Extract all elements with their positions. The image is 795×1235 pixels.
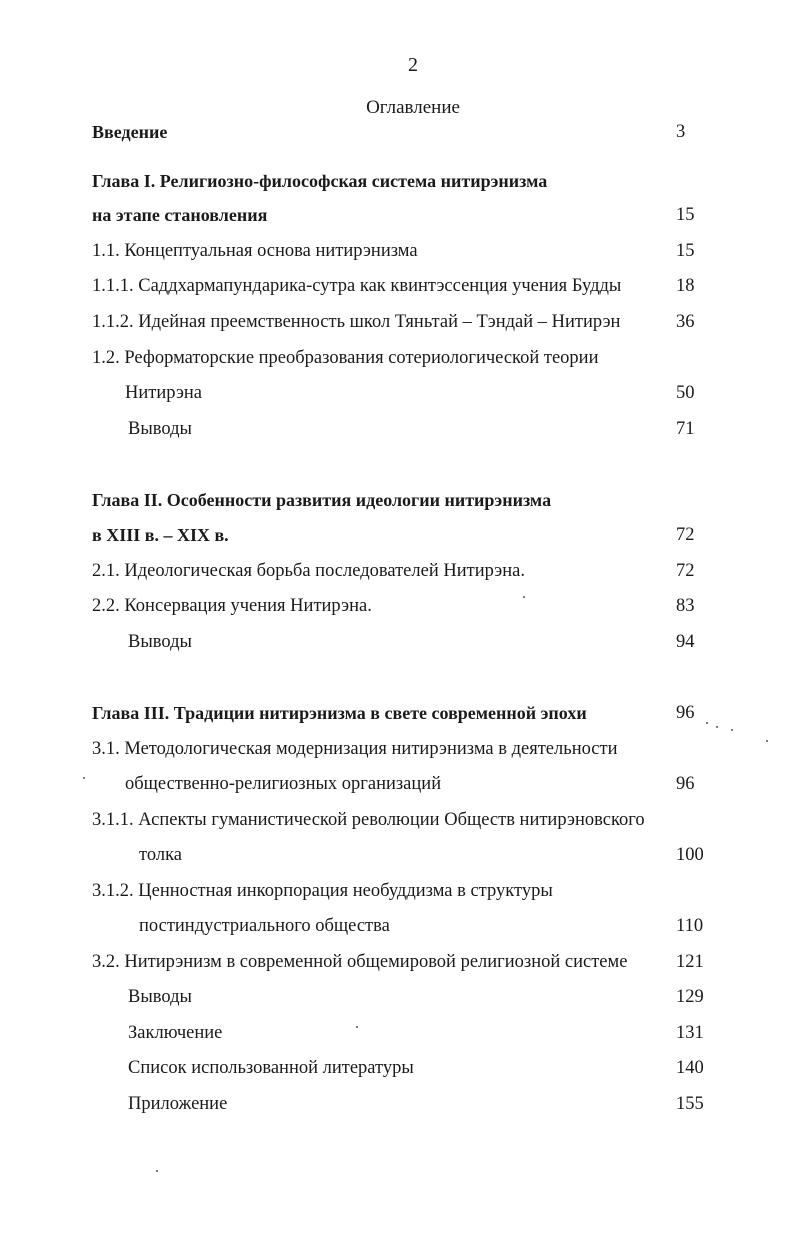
toc-2-conclusions-page: 94 (676, 632, 695, 652)
page-number: 2 (408, 54, 418, 76)
scan-speck (731, 729, 733, 731)
scan-speck (356, 1026, 358, 1028)
toc-introduction-page: 3 (676, 122, 686, 142)
chapter-3-page: 96 (676, 703, 695, 723)
toc-1-conclusions: Выводы (128, 419, 192, 439)
scan-speck (156, 1170, 158, 1172)
scan-speck (716, 726, 718, 728)
toc-3-conclusions: Выводы (128, 987, 192, 1007)
scan-speck (706, 722, 708, 724)
chapter-1-page: 15 (676, 205, 695, 225)
toc-3-1-page: 96 (676, 774, 695, 794)
scan-speck (83, 777, 85, 779)
toc-2-2-page: 83 (676, 596, 695, 616)
toc-3-1-line2: общественно-религиозных организаций (125, 774, 442, 794)
toc-1-2-page: 50 (676, 383, 695, 403)
scan-speck (766, 740, 768, 742)
toc-appendix: Приложение (128, 1094, 228, 1114)
toc-3-1-1-page: 100 (676, 845, 704, 865)
toc-3-1-2-line2: постиндустриального общества (139, 916, 390, 936)
chapter-2-page: 72 (676, 525, 695, 545)
toc-3-1-2-line1: 3.1.2. Ценностная инкорпорация необуддизма в структуры (92, 881, 553, 901)
toc-1-conclusions-page: 71 (676, 419, 695, 439)
chapter-2-heading-line1: Глава II. Особенности развития идеологии нитирэнизма (92, 490, 552, 510)
toc-1-1-1-page: 18 (676, 276, 695, 296)
toc-1-1-2-page: 36 (676, 312, 695, 332)
chapter-1-heading-line1: Глава I. Религиозно-философская система нитирэнизма (92, 171, 548, 191)
toc-3-conclusions-page: 129 (676, 987, 704, 1007)
chapter-3-heading: Глава III. Традиции нитирэнизма в свете современной эпохи (92, 703, 587, 723)
toc-bibliography-page: 140 (676, 1058, 704, 1078)
toc-1-2-line1: 1.2. Реформаторские преобразования сотериологической теории (92, 348, 599, 368)
chapter-1-heading-line2: на этапе становления (92, 205, 268, 225)
toc-bibliography: Список использованной литературы (128, 1058, 414, 1078)
toc-conclusion: Заключение (128, 1023, 223, 1043)
toc-2-2: 2.2. Консервация учения Нитирэна. (92, 596, 372, 616)
toc-3-1-line1: 3.1. Методологическая модернизация нитирэнизма в деятельности (92, 739, 618, 759)
toc-conclusion-page: 131 (676, 1023, 704, 1043)
toc-3-1-2-page: 110 (676, 916, 704, 936)
scan-speck (523, 596, 525, 598)
toc-3-2: 3.2. Нитирэнизм в современной общемировой религиозной системе (92, 952, 628, 972)
toc-2-conclusions: Выводы (128, 632, 192, 652)
toc-1-1-2: 1.1.2. Идейная преемственность школ Тяньтай – Тэндай – Нитирэн (92, 312, 621, 332)
chapter-2-heading-line2: в XIII в. – XIX в. (92, 525, 229, 545)
toc-3-1-1-line2: толка (139, 845, 182, 865)
toc-1-1-page: 15 (676, 241, 695, 261)
toc-2-1: 2.1. Идеологическая борьба последователей Нитирэна. (92, 561, 525, 581)
toc-2-1-page: 72 (676, 561, 695, 581)
toc-introduction: Введение (92, 122, 168, 142)
toc-1-1: 1.1. Концептуальная основа нитирэнизма (92, 241, 418, 261)
toc-1-1-1: 1.1.1. Саддхармапундарика-сутра как квинтэссенция учения Будды (92, 276, 622, 296)
toc-1-2-line2: Нитирэна (125, 383, 203, 403)
toc-3-2-page: 121 (676, 952, 704, 972)
toc-title: Оглавление (366, 97, 460, 118)
toc-appendix-page: 155 (676, 1094, 704, 1114)
toc-3-1-1-line1: 3.1.1. Аспекты гуманистической революции Обществ нитирэновского (92, 810, 645, 830)
